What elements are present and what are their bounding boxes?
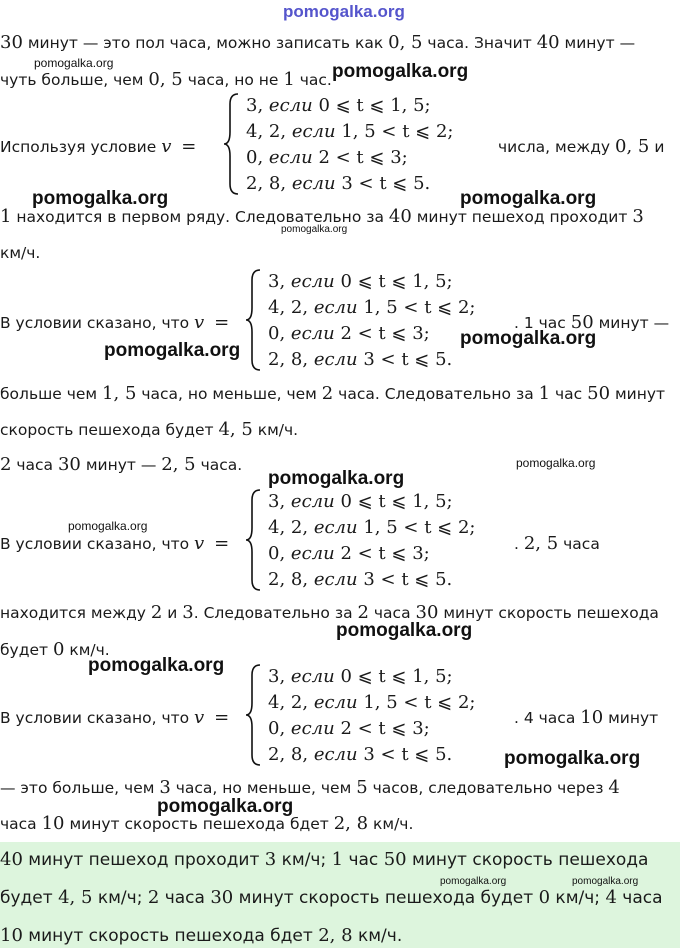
word: если [313,297,358,318]
text: часа [159,888,211,908]
watermark-top: pomogalka.org [283,2,405,21]
var: v [161,136,172,157]
text: . Следовательно за [193,604,358,622]
text: минут скорость пешехода [438,604,659,622]
word: если [313,517,358,538]
text: минут — [559,34,636,52]
text: . 4 часа [514,709,581,727]
text: час. [294,71,332,89]
watermark: pomogalka.org [332,61,469,82]
watermark: pomogalka.org [460,328,597,349]
num: 50 [587,383,611,404]
word: если [313,349,358,370]
num: 1 [283,69,295,90]
num: 2 [357,602,369,623]
system-row [268,542,430,566]
num: 1 [331,849,344,870]
block3-after [514,534,600,554]
system-row [268,743,452,767]
word: если [290,271,335,292]
text: км/ч; [550,888,606,908]
text: минут пешеход проходит [22,850,265,870]
piecewise-system-2 [244,268,524,372]
para3-line [0,455,242,475]
text: числа, между [498,138,616,156]
word: если [290,666,335,687]
watermark: pomogalka.org [281,224,348,235]
eq: = [214,533,230,554]
watermark: pomogalka.org [268,468,405,489]
num: 2 [0,454,12,475]
num: 3 [632,206,644,227]
cond: 0 ⩽ t ⩽ 1, 5; [318,95,431,116]
num: 0, 5 [388,32,423,53]
val: 4, 2, [268,517,309,538]
watermark: pomogalka.org [68,519,148,533]
watermark: pomogalka.org [572,876,639,887]
text: находится в первом ряду. Следовательно за [11,208,389,226]
cond: 2 < t ⩽ 3; [318,147,408,168]
system-row [268,348,452,372]
num: 4, 5 [218,419,253,440]
text: и [162,604,183,622]
text: Используя условие [0,138,162,156]
block2-line1 [0,384,665,404]
text: . [514,535,524,553]
num: 1, 5 [102,383,137,404]
text: км/ч. [64,641,110,659]
cond: 3 < t ⩽ 5. [363,349,453,370]
text: минут скорость пешехода будет [233,888,539,908]
text: часа. Следовательно за [333,385,539,403]
text: В условии сказано, что [0,535,195,553]
text: минут — [593,314,670,332]
text: . 1 час [514,314,571,332]
text: час [343,850,384,870]
system-row [268,322,430,346]
system-row [268,490,453,514]
val: 4, 2, [246,121,287,142]
system-row [246,146,408,170]
text: — это больше, чем [0,779,160,797]
text: час [550,385,588,403]
system-row [268,568,452,592]
text: км/ч; [92,888,148,908]
text: минут пешеход проходит [411,208,633,226]
system-row [268,665,453,689]
cond: 3 < t ⩽ 5. [341,173,431,194]
eq: = [214,707,230,728]
text: минут — [80,456,162,474]
eq: = [181,136,197,157]
watermark: pomogalka.org [32,188,169,209]
text: В условии сказано, что [0,709,195,727]
word: если [313,744,358,765]
text: км/ч. [352,926,403,946]
num: 40 [536,32,560,53]
system-row [268,270,453,294]
val: 0, [246,147,264,168]
block3-line1 [0,603,659,623]
block3-before [0,534,229,554]
num: 3 [264,849,277,870]
text: часа [0,815,42,833]
text: км/ч; [276,850,332,870]
watermark: pomogalka.org [88,655,225,676]
val: 2, 8, [268,569,309,590]
watermark: pomogalka.org [336,620,473,641]
piecewise-system-3 [244,488,524,592]
num: 4 [608,777,620,798]
num: 10 [0,925,23,946]
var: v [194,312,205,333]
num: 30 [210,887,234,908]
num: 2, 8 [318,925,353,946]
brace-icon [244,488,264,592]
text: часа [11,456,58,474]
watermark: pomogalka.org [104,340,241,361]
num: 4, 5 [58,887,93,908]
num: 1 [0,206,12,227]
block4-line2 [0,814,413,834]
num: 10 [580,707,604,728]
num: 0 [538,887,551,908]
cond: 1, 5 < t ⩽ 2; [363,692,476,713]
text: минут — это пол часа, можно записать как [22,34,389,52]
text: минут скорость пешехода бдет [64,815,334,833]
cond: 3 < t ⩽ 5. [363,744,453,765]
piecewise-system-4 [244,663,524,767]
num: 2, 5 [523,533,559,554]
word: если [268,95,313,116]
word: если [268,147,313,168]
word: если [291,173,336,194]
word: если [290,323,335,344]
num: 50 [570,312,594,333]
var: v [194,707,205,728]
num: 2 [321,383,334,404]
num: 2 [150,602,163,623]
cond: 2 < t ⩽ 3; [340,718,430,739]
num: 5 [356,777,368,798]
num: 3 [182,602,194,623]
system-row [268,691,476,715]
text: часа, но меньше, чем [136,385,322,403]
val: 2, 8, [246,173,287,194]
num: 40 [388,206,412,227]
system-row [246,120,454,144]
block2-before [0,313,229,333]
system-row [246,172,430,196]
num: 30 [0,32,23,53]
text: находится между [0,604,151,622]
text: часа, но меньше, чем [170,779,357,797]
val: 3, [268,271,286,292]
val: 3, [246,95,264,116]
watermark: pomogalka.org [516,456,596,470]
text: минут скорость пешехода [406,850,649,870]
text: будет [0,888,59,908]
brace-icon [244,268,264,372]
cond: 1, 5 < t ⩽ 2; [341,121,454,142]
cond: 0 ⩽ t ⩽ 1, 5; [340,666,453,687]
cond: 1, 5 < t ⩽ 2; [363,517,476,538]
para1-line2 [0,70,332,90]
text: В условии сказано, что [0,314,195,332]
answer-line1 [0,850,648,870]
para1-line1 [0,33,635,53]
watermark: pomogalka.org [460,188,597,209]
val: 3, [268,666,286,687]
num: 3 [159,777,171,798]
cond: 2 < t ⩽ 3; [340,543,430,564]
num: 50 [383,849,407,870]
cond: 1, 5 < t ⩽ 2; [363,297,476,318]
system-row [268,296,476,320]
cond: 3 < t ⩽ 5. [363,569,453,590]
brace-icon [222,92,242,196]
text: часа. Значит [422,34,537,52]
num: 2, 5 [161,454,196,475]
text: скорость пешехода будет [0,421,219,439]
word: если [290,491,335,512]
block1-cont-line2 [0,243,40,263]
num: 10 [41,813,65,834]
cond: 0 ⩽ t ⩽ 1, 5; [340,271,453,292]
cond: 0 ⩽ t ⩽ 1, 5; [340,491,453,512]
num: 2 [147,887,160,908]
text: и [649,138,665,156]
val: 2, 8, [268,349,309,370]
watermark: pomogalka.org [34,56,114,70]
text: часа [616,888,663,908]
num: 1 [538,383,551,404]
word: если [290,718,335,739]
system-row [268,516,476,540]
brace-icon [244,663,264,767]
text: минут [603,709,659,727]
answer-box [0,842,680,948]
num: 40 [0,849,23,870]
block1-before [0,137,196,157]
word: если [291,121,336,142]
watermark: pomogalka.org [440,876,507,887]
text: минут [610,385,666,403]
val: 0, [268,718,286,739]
text: км/ч. [368,815,414,833]
answer-line2 [0,888,663,908]
text: чуть больше, чем [0,71,149,89]
num: 0, 5 [615,136,650,157]
val: 0, [268,543,286,564]
num: 30 [57,454,81,475]
val: 3, [268,491,286,512]
cond: 2 < t ⩽ 3; [340,323,430,344]
text: км/ч. [252,421,299,439]
text: будет [0,641,53,659]
word: если [313,692,358,713]
watermark: pomogalka.org [504,748,641,769]
word: если [313,569,358,590]
val: 4, 2, [268,692,309,713]
block2-line2 [0,420,298,440]
block4-before [0,708,229,728]
num: 30 [415,602,439,623]
num: 2, 8 [333,813,369,834]
text: больше чем [0,385,103,403]
text: км/ч. [0,244,41,262]
text: часа, но не [182,71,284,89]
text: минут скорость пешехода бдет [22,926,319,946]
answer-line3 [0,926,402,946]
text: часа [558,535,600,553]
system-row [246,94,431,118]
num: 4 [605,887,617,908]
num: 0, 5 [148,69,183,90]
block4-line1 [0,778,620,798]
num: 0 [52,639,65,660]
system-row [268,717,430,741]
val: 0, [268,323,286,344]
block1-after [498,137,664,157]
text: часа. [195,456,243,474]
block4-after [514,708,658,728]
val: 2, 8, [268,744,309,765]
text: часа [368,604,416,622]
text: часов, следовательно через [367,779,609,797]
var: v [194,533,205,554]
watermark: pomogalka.org [157,796,294,817]
val: 4, 2, [268,297,309,318]
eq: = [214,312,230,333]
word: если [290,543,335,564]
piecewise-system-1 [222,92,502,196]
